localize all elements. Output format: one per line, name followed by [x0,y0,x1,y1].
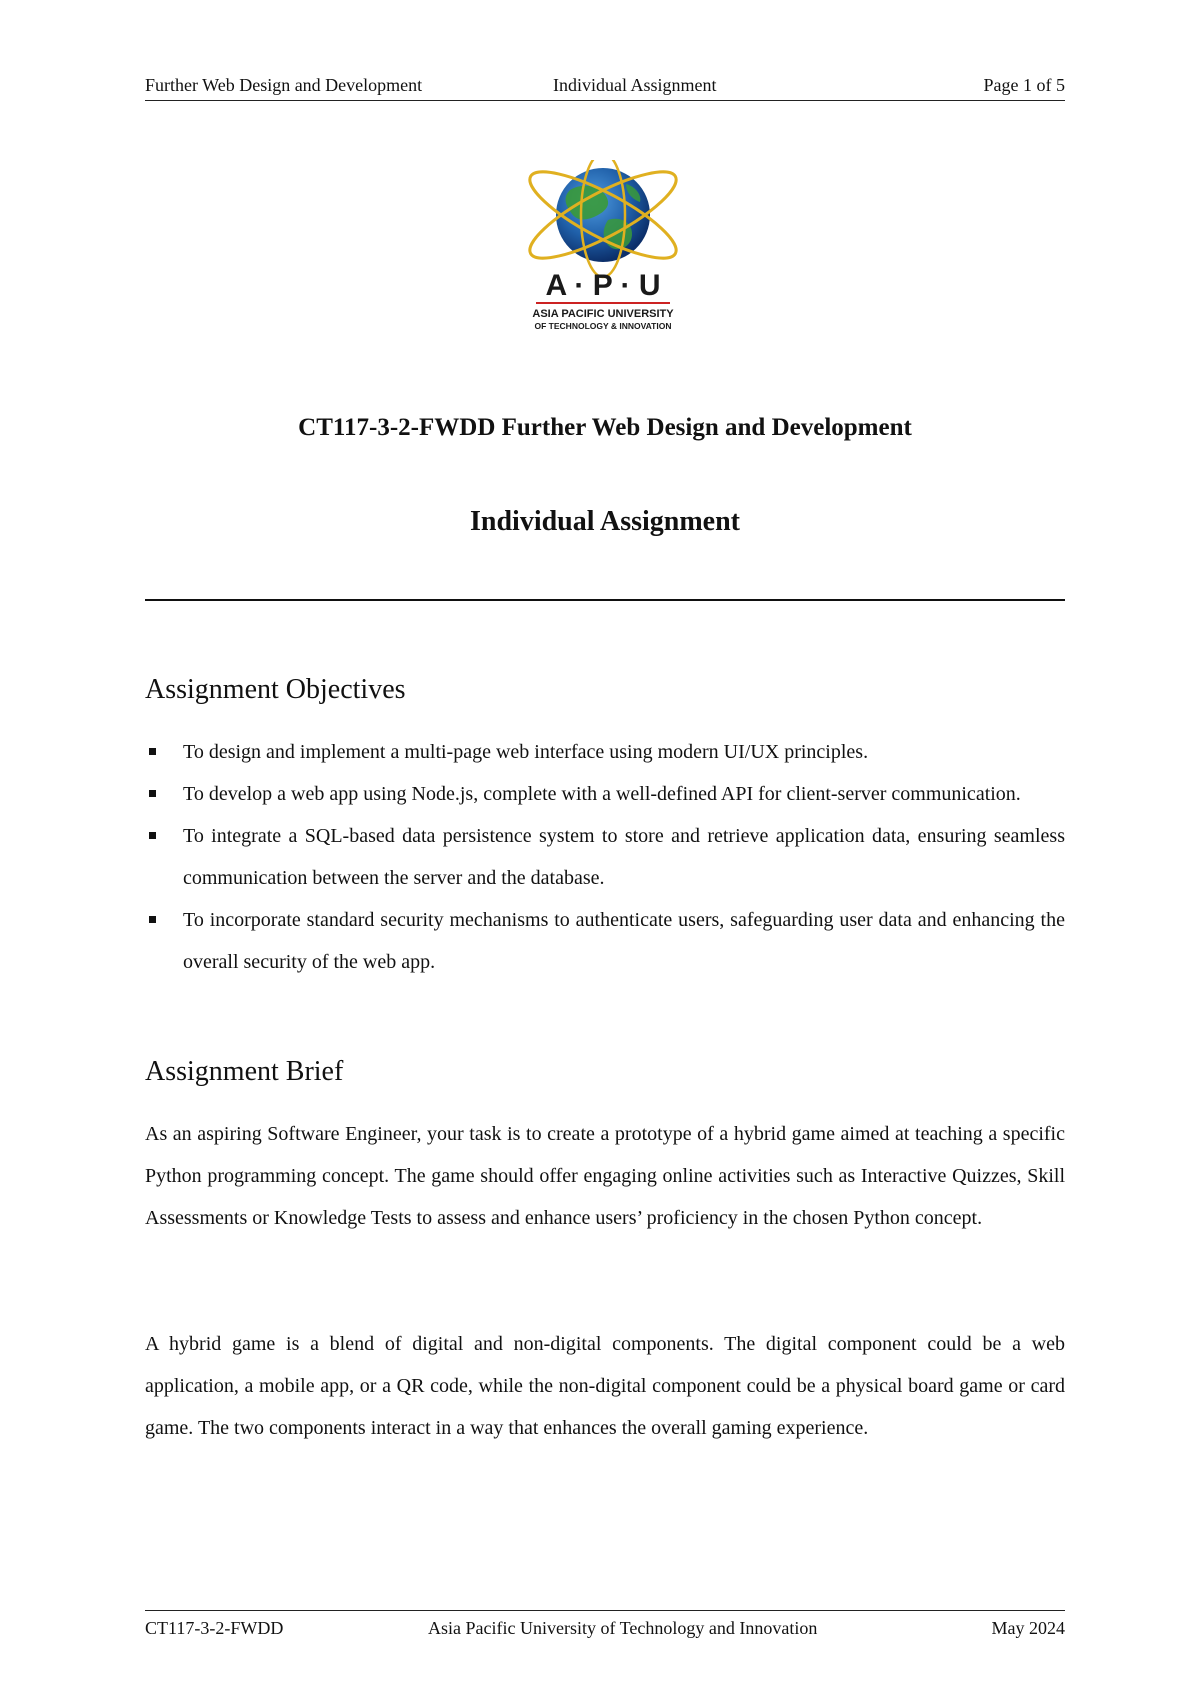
header-assignment-type: Individual Assignment [553,75,717,95]
logo-university-subname: OF TECHNOLOGY & INNOVATION [534,321,672,331]
footer-date: May 2024 [991,1618,1065,1638]
list-item [145,773,1065,815]
footer-module-code: CT117-3-2-FWDD [145,1618,284,1638]
assignment-type-title: Individual Assignment [470,506,740,537]
objectives-heading: Assignment Objectives [145,674,406,705]
objective-text: To incorporate standard security mechanisms to authenticate users, safeguarding user data and enhancing the overall security of the web app. [183,909,1065,973]
header-module-name: Further Web Design and Development [145,75,423,95]
page-footer [145,1610,1065,1641]
logo-university-name: ASIA PACIFIC UNIVERSITY [532,308,674,320]
objective-text: To develop a web app using Node.js, complete with a well-defined API for client-server communication. [183,783,1021,805]
bullet-icon [149,790,156,797]
footer-institution: Asia Pacific University of Technology and Innovation [428,1618,818,1638]
list-item [145,731,1065,773]
apu-logo-graphic [508,160,698,340]
course-title: CT117-3-2-FWDD Further Web Design and Development [298,414,912,441]
bullet-icon [149,916,156,923]
header-page-number: Page 1 of 5 [983,75,1065,95]
page-header [145,74,1065,101]
globe-icon [556,168,650,262]
brief-paragraph-1: As an aspiring Software Engineer, your task is to create a prototype of a hybrid game aimed at teaching a specific Python programming concept. The game should offer engaging online activities such as Interactive Quizzes, Skill Assessments or Knowledge Tests to assess and enhance users’ proficiency in the chosen Python concept. [145,1123,1065,1229]
objective-text: To design and implement a multi-page web interface using modern UI/UX principles. [183,741,869,763]
brief-heading: Assignment Brief [145,1056,344,1087]
bullet-icon [149,832,156,839]
title-divider [145,599,1065,601]
objective-text: To integrate a SQL-based data persistence system to store and retrieve application data, ensuring seamless communication between the server and the database. [183,825,1065,889]
objectives-list [145,731,1065,983]
logo-wordmark: A · P · U [545,269,661,302]
apu-logo [508,160,698,340]
list-item [145,899,1065,983]
list-item [145,815,1065,899]
brief-paragraph-2: A hybrid game is a blend of digital and non-digital components. The digital component could be a web application, a mobile app, or a QR code, while the non-digital component could be a physical board game or card game. The two components interact in a way that enhances the overall gaming experience. [145,1333,1065,1439]
bullet-icon [149,748,156,755]
